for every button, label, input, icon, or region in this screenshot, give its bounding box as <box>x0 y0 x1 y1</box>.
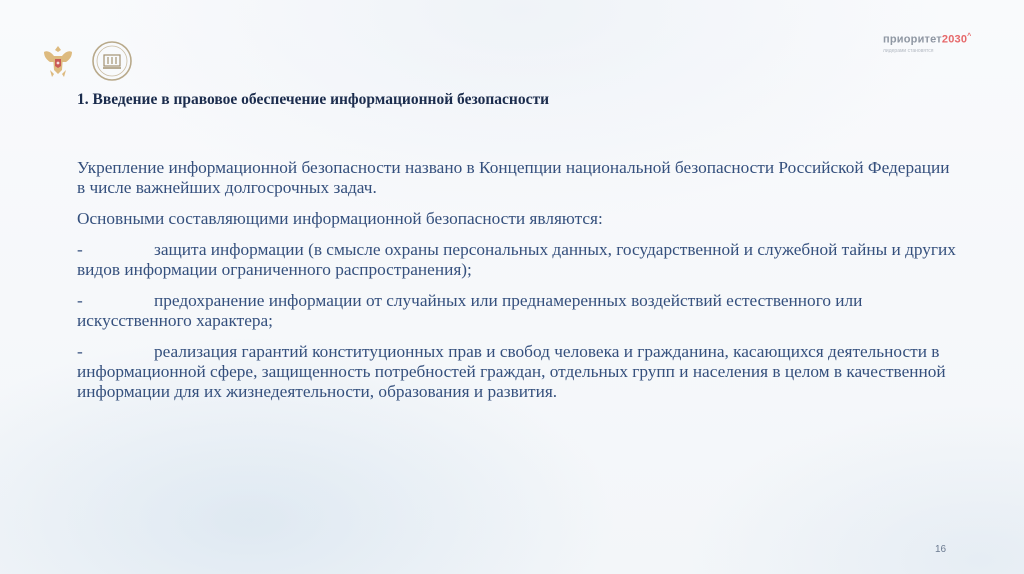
priority-2030-logo <box>883 33 1003 63</box>
slide-content <box>77 158 957 413</box>
bullet-text: защита информации (в смысле охраны персональных данных, государственной и служебной тайны и других видов информации ограниченного распространения); <box>77 240 956 279</box>
dti-circle-logo-icon <box>91 40 133 82</box>
bullet-text: предохранение информации от случайных или преднамеренных воздействий естественного или искусственного характера; <box>77 291 863 330</box>
priority-logo-superscript: ^ <box>967 33 972 40</box>
list-item <box>77 240 957 280</box>
priority-logo-text: приоритет <box>883 33 942 46</box>
bullet-marker: - <box>77 342 83 361</box>
priority-logo-year: 2030 <box>941 33 968 46</box>
paragraph-intro: Укрепление информационной безопасности названо в Концепции национальной безопасности Российской Федерации в числе важнейших долгосрочных задач. <box>77 158 950 197</box>
eagle-emblem-icon <box>38 40 78 80</box>
priority-logo-main <box>883 33 971 46</box>
priority-logo-tagline: лидерами становятся <box>883 48 934 54</box>
list-item <box>77 342 957 402</box>
list-item <box>77 291 957 331</box>
paragraph-components: Основными составляющими информационной безопасности являются: <box>77 209 603 228</box>
bullet-marker: - <box>77 240 83 259</box>
page-number: 16 <box>935 544 947 555</box>
bullet-marker: - <box>77 291 83 310</box>
slide-title: 1. Введение в правовое обеспечение информационной безопасности <box>77 91 550 108</box>
bullet-text: реализация гарантий конституционных прав и свобод человека и гражданина, касающихся деятельности в информационной сфере, защищенность потребностей граждан, отдельных групп и населения в целом в качественной информации для их жизнедеятельности, образования и развития. <box>77 342 946 401</box>
